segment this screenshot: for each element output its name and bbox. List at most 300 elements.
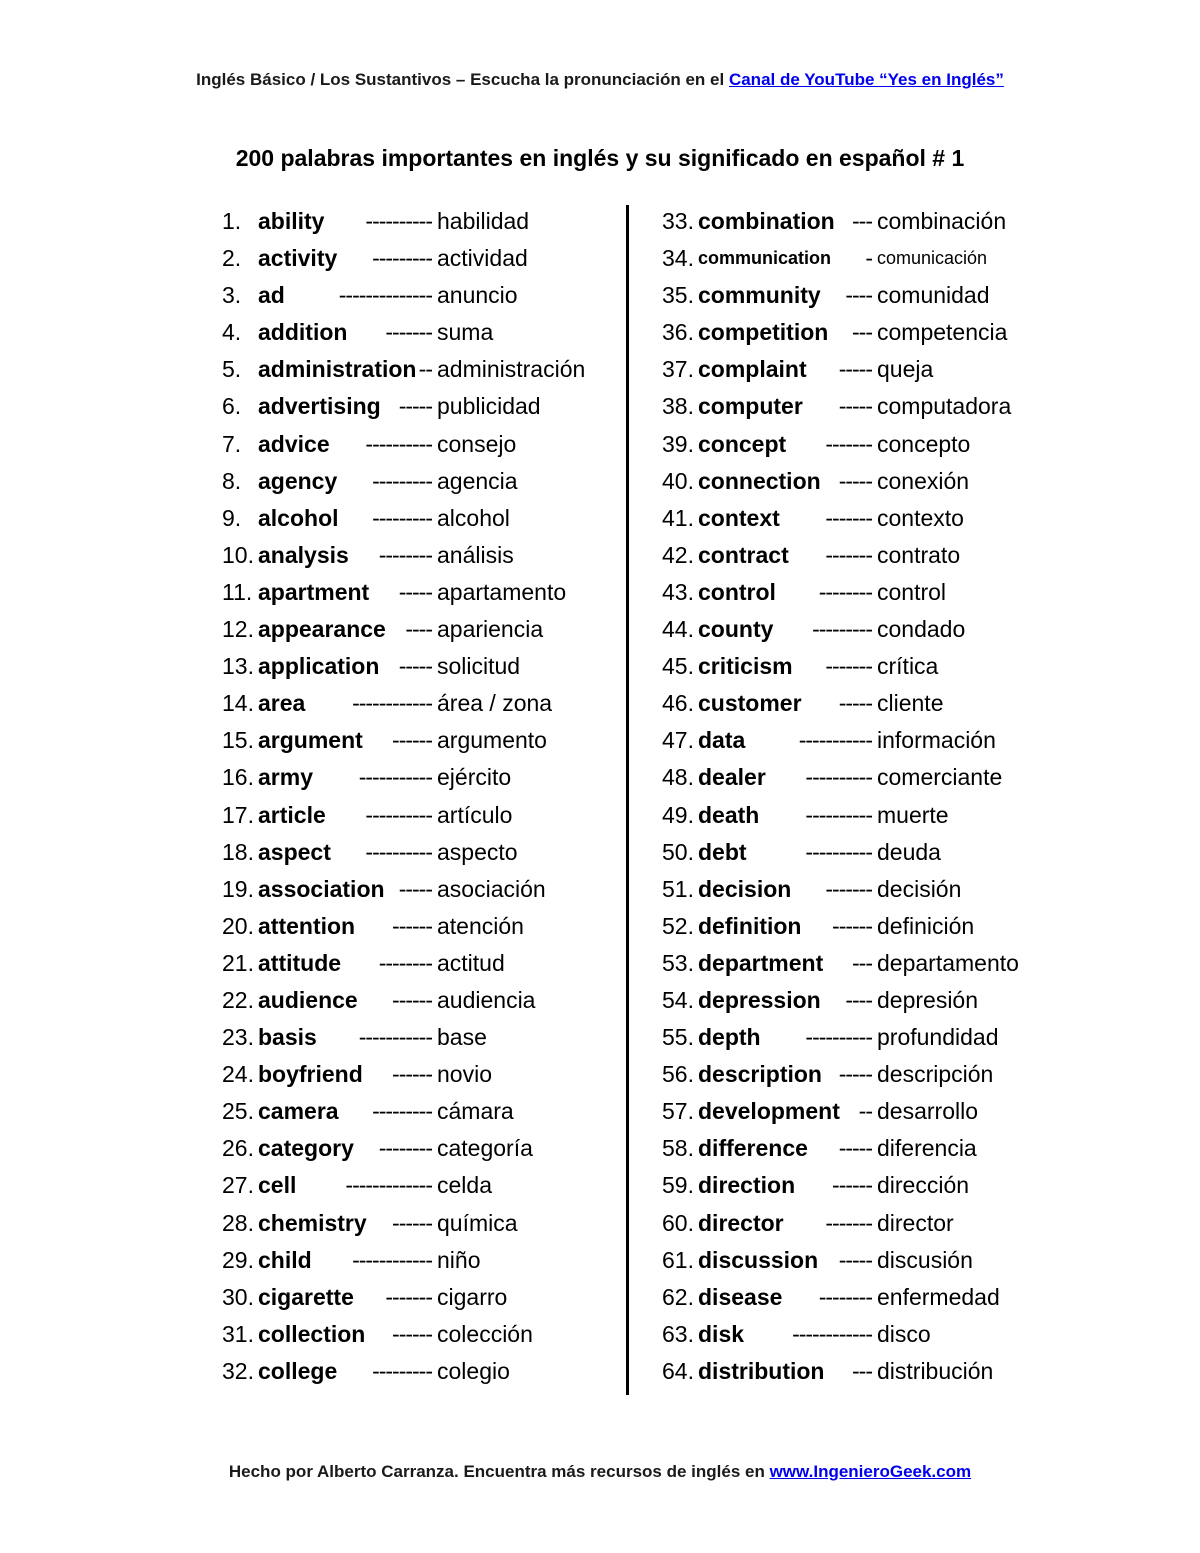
word-row [662,203,1102,240]
word-number: 61. [662,1246,694,1273]
word-row [222,1242,662,1279]
english-word: communication [698,248,832,269]
separator-dashes: ------------ [352,1246,432,1273]
english-word: computer [698,393,803,420]
separator-dashes: --- [852,208,872,234]
word-row [662,351,1102,388]
word-row [222,1093,662,1130]
word-number: 3. [222,282,242,309]
word-row [222,1353,662,1390]
word-list-right [662,203,1102,1390]
separator-dashes: ------ [832,912,872,939]
header-text: Inglés Básico / Los Sustantivos – Escucha la pronunciación en el [196,70,729,89]
word-row [222,1167,662,1204]
word-row [222,945,662,982]
english-word: contract [698,541,789,568]
separator-dashes: ---------- [805,801,872,828]
english-word: context [698,504,780,531]
separator-dashes: --------- [812,616,872,643]
separator-dashes: --------- [372,1098,432,1125]
word-number: 63. [662,1320,694,1347]
word-number: 11. [222,578,253,605]
english-word: army [258,764,313,791]
spanish-translation: profundidad [877,1024,999,1051]
english-word: association [258,875,385,902]
spanish-translation: contexto [877,504,964,531]
word-row [222,500,662,537]
word-row [222,982,662,1019]
word-row [662,500,1102,537]
english-word: depth [698,1024,761,1051]
word-number: 6. [222,393,242,420]
word-row [662,1056,1102,1093]
english-word: debt [698,838,747,865]
word-number: 32. [222,1357,254,1384]
english-word: child [258,1246,312,1273]
spanish-translation: administración [437,356,586,383]
word-row [662,1019,1102,1056]
english-word: description [698,1061,822,1088]
separator-dashes: -------------- [338,282,432,309]
separator-dashes: -------- [818,578,872,605]
separator-dashes: --------- [372,467,432,494]
word-row [662,240,1102,277]
english-word: development [698,1098,840,1125]
spanish-translation: enfermedad [877,1283,1000,1310]
separator-dashes: ----- [838,356,872,383]
word-row [662,685,1102,722]
word-number: 46. [662,690,694,717]
separator-dashes: ---- [405,616,432,643]
english-word: complaint [698,356,807,383]
english-word: advertising [258,393,381,420]
word-row [662,871,1102,908]
separator-dashes: ------ [392,986,432,1013]
word-number: 16. [222,764,254,791]
word-number: 7. [222,430,242,457]
spanish-translation: novio [437,1061,492,1088]
spanish-translation: alcohol [437,504,510,531]
spanish-translation: agencia [437,467,518,494]
separator-dashes: -------- [818,1283,872,1310]
separator-dashes: ----- [838,467,872,494]
separator-dashes: ---- [845,986,872,1013]
word-number: 57. [662,1098,694,1125]
english-word: concept [698,430,787,457]
english-word: cell [258,1172,297,1199]
page-footer [0,1462,1200,1482]
english-word: decision [698,875,792,902]
separator-dashes: --------- [372,504,432,531]
separator-dashes: ----- [398,653,432,680]
spanish-translation: artículo [437,801,513,828]
spanish-translation: suma [437,319,494,346]
spanish-translation: asociación [437,875,546,902]
english-word: advice [258,430,330,457]
word-number: 36. [662,319,694,346]
word-row [222,1130,662,1167]
word-number: 47. [662,727,694,754]
spanish-translation: cigarro [437,1283,508,1310]
word-number: 8. [222,467,242,494]
word-number: 35. [662,282,694,309]
word-row [222,759,662,796]
word-number: 24. [222,1061,254,1088]
separator-dashes: --- [852,949,872,976]
word-number: 52. [662,912,694,939]
separator-dashes: -------- [378,1135,432,1162]
english-word: discussion [698,1246,819,1273]
separator-dashes: ------------ [352,690,432,717]
english-word: competition [698,319,829,346]
separator-dashes: ------- [825,541,872,568]
english-word: chemistry [258,1209,367,1236]
word-row [222,685,662,722]
spanish-translation: argumento [437,727,547,754]
word-number: 2. [222,245,242,272]
spanish-translation: descripción [877,1061,994,1088]
spanish-translation: dirección [877,1172,970,1199]
spanish-translation: concepto [877,430,971,457]
english-word: application [258,653,380,680]
word-number: 60. [662,1209,694,1236]
word-row [662,537,1102,574]
separator-dashes: --------- [372,1357,432,1384]
word-number: 54. [662,986,694,1013]
word-row [662,426,1102,463]
word-number: 53. [662,949,694,976]
spanish-translation: solicitud [437,653,521,680]
word-number: 31. [222,1320,254,1347]
separator-dashes: ------ [392,1209,432,1236]
word-row [222,240,662,277]
english-word: county [698,616,774,643]
english-word: disk [698,1320,745,1347]
english-word: death [698,801,760,828]
english-word: direction [698,1172,796,1199]
word-row [222,1279,662,1316]
word-number: 5. [222,356,242,383]
spanish-translation: conexión [877,467,970,494]
english-word: basis [258,1024,317,1051]
spanish-translation: base [437,1024,487,1051]
spanish-translation: categoría [437,1135,533,1162]
word-number: 13. [222,653,254,680]
spanish-translation: cliente [877,690,944,717]
spanish-translation: comerciante [877,764,1003,791]
english-word: appearance [258,616,386,643]
separator-dashes: ------ [832,1172,872,1199]
spanish-translation: cámara [437,1098,514,1125]
separator-dashes: ---------- [805,764,872,791]
word-number: 9. [222,504,242,531]
spanish-translation: desarrollo [877,1098,978,1125]
spanish-translation: audiencia [437,986,536,1013]
word-row [222,797,662,834]
word-number: 62. [662,1283,694,1310]
word-row [662,648,1102,685]
spanish-translation: niño [437,1246,481,1273]
spanish-translation: combinación [877,208,1007,234]
word-row [662,277,1102,314]
word-number: 25. [222,1098,254,1125]
separator-dashes: ----- [838,1246,872,1273]
word-number: 34. [662,245,694,272]
english-word: camera [258,1098,339,1125]
english-word: department [698,949,824,976]
word-row [222,1019,662,1056]
word-number: 40. [662,467,694,494]
separator-dashes: ------------- [345,1172,432,1199]
spanish-translation: apariencia [437,616,544,643]
separator-dashes: ------ [392,1061,432,1088]
english-word: addition [258,319,348,346]
english-word: distribution [698,1357,825,1384]
separator-dashes: ----------- [798,727,872,754]
english-word: attention [258,912,356,939]
word-row [222,314,662,351]
youtube-channel-link[interactable]: Canal de YouTube “Yes en Inglés” [728,70,1004,89]
spanish-translation: definición [877,912,975,939]
separator-dashes: ----------- [358,764,432,791]
separator-dashes: ------ [392,912,432,939]
separator-dashes: ---- [845,282,872,309]
english-word: control [698,578,776,605]
word-number: 58. [662,1135,694,1162]
separator-dashes: ------- [825,875,872,902]
word-row [662,722,1102,759]
spanish-translation: colección [437,1320,533,1347]
word-row [222,426,662,463]
word-number: 49. [662,801,694,828]
word-number: 18. [222,838,254,865]
english-word: college [258,1357,338,1384]
page-header [0,70,1200,90]
word-row [222,908,662,945]
word-number: 22. [222,986,254,1013]
spanish-translation: publicidad [437,393,541,420]
word-row [222,1056,662,1093]
english-word: difference [698,1135,808,1162]
word-row [662,574,1102,611]
spanish-translation: consejo [437,430,517,457]
separator-dashes: ----- [398,393,432,420]
english-word: audience [258,986,358,1013]
word-number: 27. [222,1172,254,1199]
word-row [222,1205,662,1242]
word-row [662,1316,1102,1353]
word-row [662,797,1102,834]
separator-dashes: ------- [825,504,872,531]
english-word: combination [698,208,835,234]
spanish-translation: celda [437,1172,492,1199]
separator-dashes: ------- [385,1283,432,1310]
word-row [222,388,662,425]
spanish-translation: condado [877,616,966,643]
word-number: 43. [662,578,694,605]
word-row [662,834,1102,871]
english-word: attitude [258,949,342,976]
separator-dashes: --------- [372,245,432,272]
separator-dashes: ------- [825,430,872,457]
word-number: 51. [662,875,694,902]
word-number: 42. [662,541,694,568]
separator-dashes: - [865,245,872,272]
spanish-translation: colegio [437,1357,510,1384]
english-word: data [698,727,746,754]
separator-dashes: ----- [398,578,432,605]
separator-dashes: ----- [398,875,432,902]
word-number: 30. [222,1283,254,1310]
separator-dashes: -- [418,356,432,383]
word-number: 28. [222,1209,254,1236]
word-row [222,1316,662,1353]
english-word: argument [258,727,363,754]
word-number: 20. [222,912,254,939]
spanish-translation: distribución [877,1357,994,1384]
english-word: category [258,1135,354,1162]
english-word: aspect [258,838,331,865]
spanish-translation: comunicación [877,248,988,269]
separator-dashes: ----- [838,1135,872,1162]
word-number: 4. [222,319,242,346]
spanish-translation: apartamento [437,578,567,605]
word-number: 44. [662,616,694,643]
word-number: 10. [222,541,254,568]
word-list-left [222,203,662,1390]
word-row [662,1279,1102,1316]
word-number: 50. [662,838,694,865]
spanish-translation: queja [877,356,934,383]
separator-dashes: -------- [378,541,432,568]
english-word: ability [258,208,325,234]
english-word: agency [258,467,338,494]
word-row [222,537,662,574]
separator-dashes: ----- [838,1061,872,1088]
separator-dashes: ------- [825,1209,872,1236]
word-row [222,277,662,314]
english-word: collection [258,1320,366,1347]
word-number: 21. [222,949,254,976]
word-number: 14. [222,690,254,717]
spanish-translation: computadora [877,393,1012,420]
word-row [662,463,1102,500]
spanish-translation: diferencia [877,1135,977,1162]
separator-dashes: ---------- [365,208,432,234]
word-number: 19. [222,875,254,902]
english-word: community [698,282,821,309]
spanish-translation: departamento [877,949,1019,976]
english-word: boyfriend [258,1061,363,1088]
word-row [662,1167,1102,1204]
word-row [662,1353,1102,1390]
spanish-translation: muerte [877,801,949,828]
english-word: article [258,801,326,828]
spanish-translation: contrato [877,541,961,568]
separator-dashes: ------- [825,653,872,680]
word-number: 23. [222,1024,254,1051]
separator-dashes: ---------- [805,838,872,865]
word-row [222,871,662,908]
separator-dashes: --- [852,1357,872,1384]
separator-dashes: --- [852,319,872,346]
word-row [662,1205,1102,1242]
english-word: disease [698,1283,783,1310]
word-number: 12. [222,616,254,643]
word-row [662,314,1102,351]
word-number: 64. [662,1357,694,1384]
word-row [222,611,662,648]
separator-dashes: ----- [838,690,872,717]
word-row [222,351,662,388]
separator-dashes: ---------- [365,801,432,828]
english-word: administration [258,356,417,383]
word-row [662,1093,1102,1130]
spanish-translation: aspecto [437,838,518,865]
word-number: 59. [662,1172,694,1199]
spanish-translation: crítica [877,653,939,680]
word-row [222,463,662,500]
separator-dashes: ---------- [805,1024,872,1051]
word-number: 45. [662,653,694,680]
separator-dashes: ------------ [792,1320,872,1347]
word-row [662,1242,1102,1279]
separator-dashes: ----------- [358,1024,432,1051]
spanish-translation: decisión [877,875,962,902]
separator-dashes: ---------- [365,838,432,865]
word-number: 29. [222,1246,254,1273]
word-row [222,722,662,759]
separator-dashes: -- [858,1098,872,1125]
english-word: activity [258,245,338,272]
english-word: area [258,690,306,717]
separator-dashes: ---------- [365,430,432,457]
spanish-translation: análisis [437,541,514,568]
separator-dashes: ----- [838,393,872,420]
english-word: alcohol [258,504,339,531]
website-link[interactable]: www.IngenieroGeek.com [769,1462,972,1481]
spanish-translation: atención [437,912,524,939]
spanish-translation: actitud [437,949,505,976]
spanish-translation: información [877,727,996,754]
word-row [662,908,1102,945]
english-word: cigarette [258,1283,354,1310]
spanish-translation: disco [877,1320,931,1347]
word-number: 39. [662,430,694,457]
word-row [662,1130,1102,1167]
english-word: analysis [258,541,349,568]
word-row [662,945,1102,982]
spanish-translation: química [437,1209,518,1236]
word-row [662,611,1102,648]
english-word: definition [698,912,802,939]
spanish-translation: anuncio [437,282,518,309]
spanish-translation: actividad [437,245,528,272]
spanish-translation: comunidad [877,282,990,309]
word-number: 56. [662,1061,694,1088]
footer-text: Hecho por Alberto Carranza. Encuentra más recursos de inglés en [228,1462,770,1481]
separator-dashes: ------ [392,1320,432,1347]
word-number: 37. [662,356,694,383]
separator-dashes: ------ [392,727,432,754]
word-number: 55. [662,1024,694,1051]
english-word: ad [258,282,285,309]
word-row [222,574,662,611]
word-number: 48. [662,764,694,791]
word-row [222,834,662,871]
spanish-translation: control [877,578,947,605]
word-row [662,759,1102,796]
